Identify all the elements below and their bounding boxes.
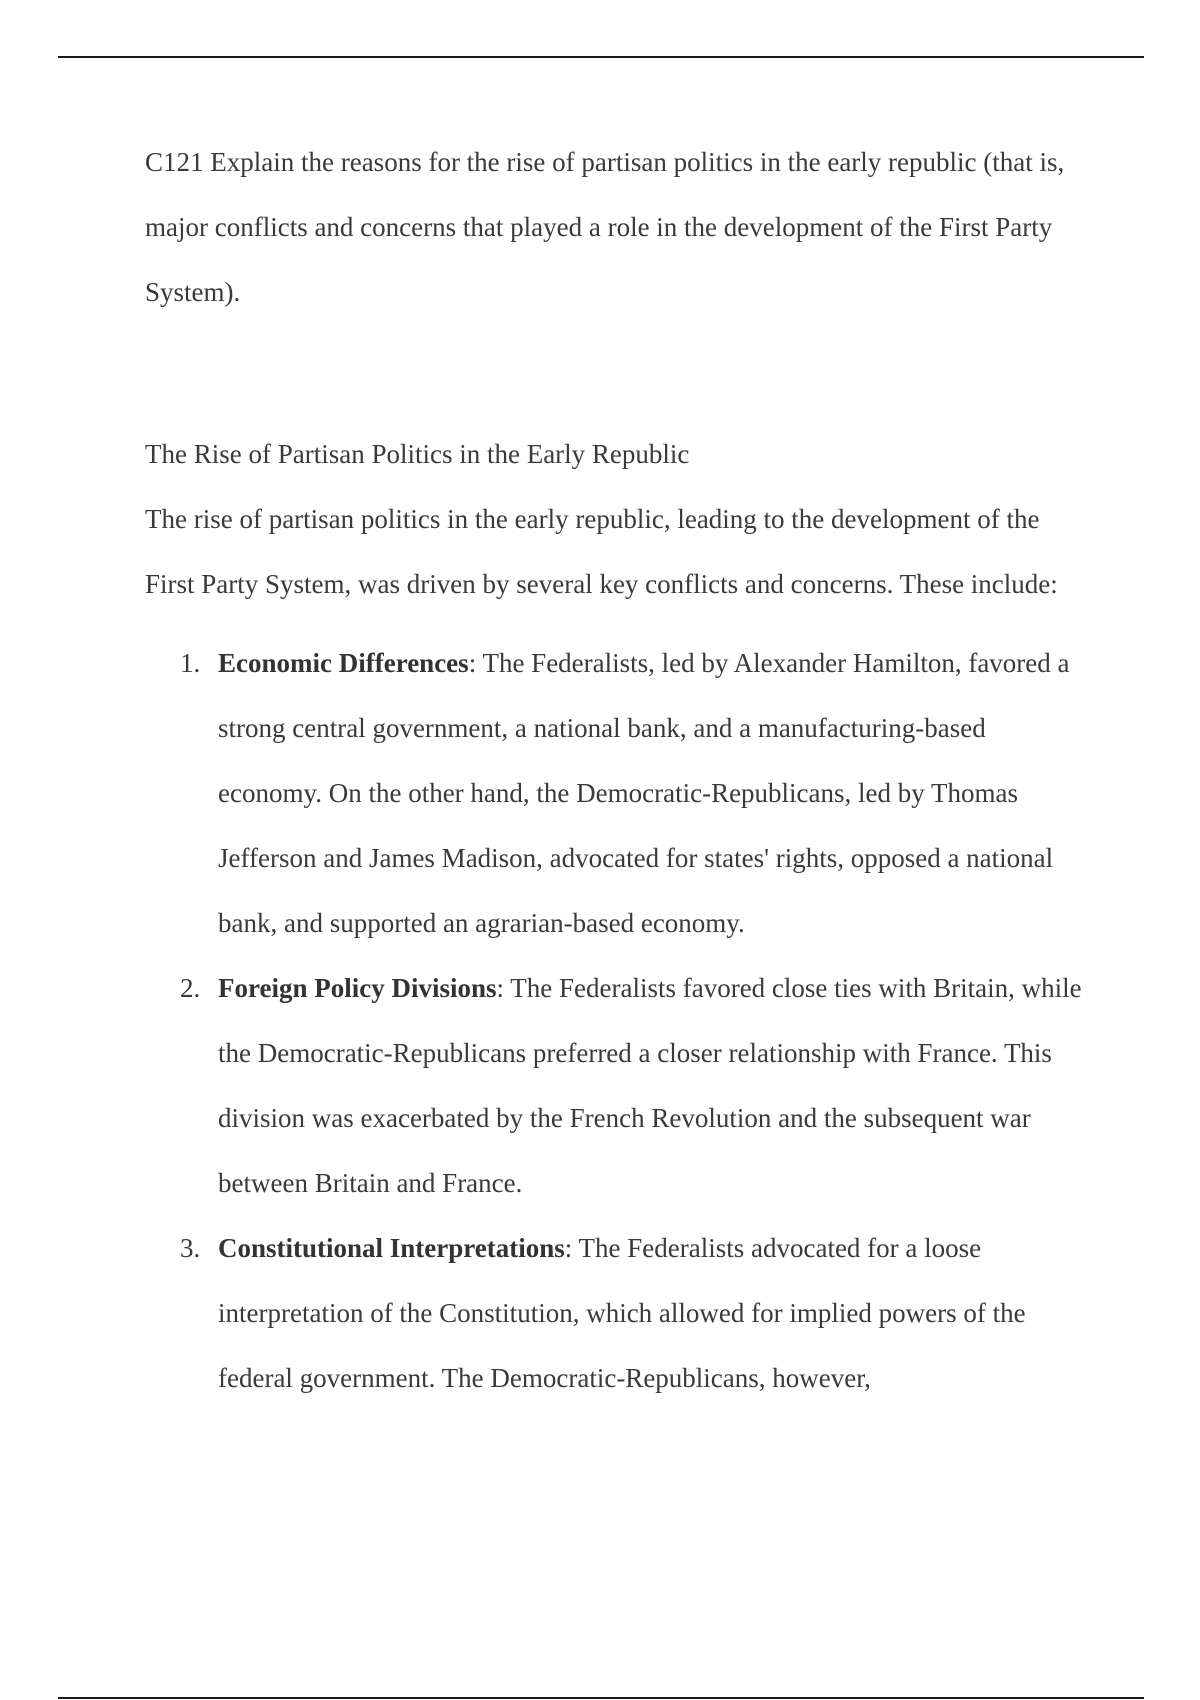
assignment-prompt: C121 Explain the reasons for the rise of partisan politics in the early republic (that is, major conflicts and concerns that played a role in the development of the First Party System). (145, 147, 1065, 307)
list-text: : The Federalists, led by Alexander Hamilton, favored a strong central government, a national bank, and a manufacturing-based economy. On the other hand, the Democratic-Republicans, led by Thomas Jefferson and James Madison, advocated for states' rights, opposed a national bank, and supported an agrarian-based economy. (218, 648, 1070, 938)
list-item (145, 1216, 1085, 1411)
list-number: 1. (180, 648, 201, 678)
essay-heading: The Rise of Partisan Politics in the Early Republic (145, 439, 690, 469)
list-number: 2. (180, 973, 201, 1003)
list-item (145, 631, 1085, 956)
list-text: : The Federalists favored close ties with Britain, while the Democratic-Republicans preferred a closer relationship with France. This division was exacerbated by the French Revolution and the subsequent war between Britain and France. (218, 973, 1082, 1198)
list-term: Constitutional Interpretations (218, 1233, 565, 1263)
bottom-rule (58, 1697, 1144, 1699)
document-body (145, 130, 1085, 1411)
list-number: 3. (180, 1233, 201, 1263)
reasons-list (145, 631, 1085, 1411)
list-text: : The Federalists advocated for a loose interpretation of the Constitution, which allowed for implied powers of the federal government. The Democratic-Republicans, however, (218, 1233, 1026, 1393)
top-rule (58, 56, 1144, 58)
list-term: Foreign Policy Divisions (218, 973, 497, 1003)
intro-paragraph: The rise of partisan politics in the early republic, leading to the development of the First Party System, was driven by several key conflicts and concerns. These include: (145, 504, 1058, 599)
list-term: Economic Differences (218, 648, 469, 678)
list-item (145, 956, 1085, 1216)
